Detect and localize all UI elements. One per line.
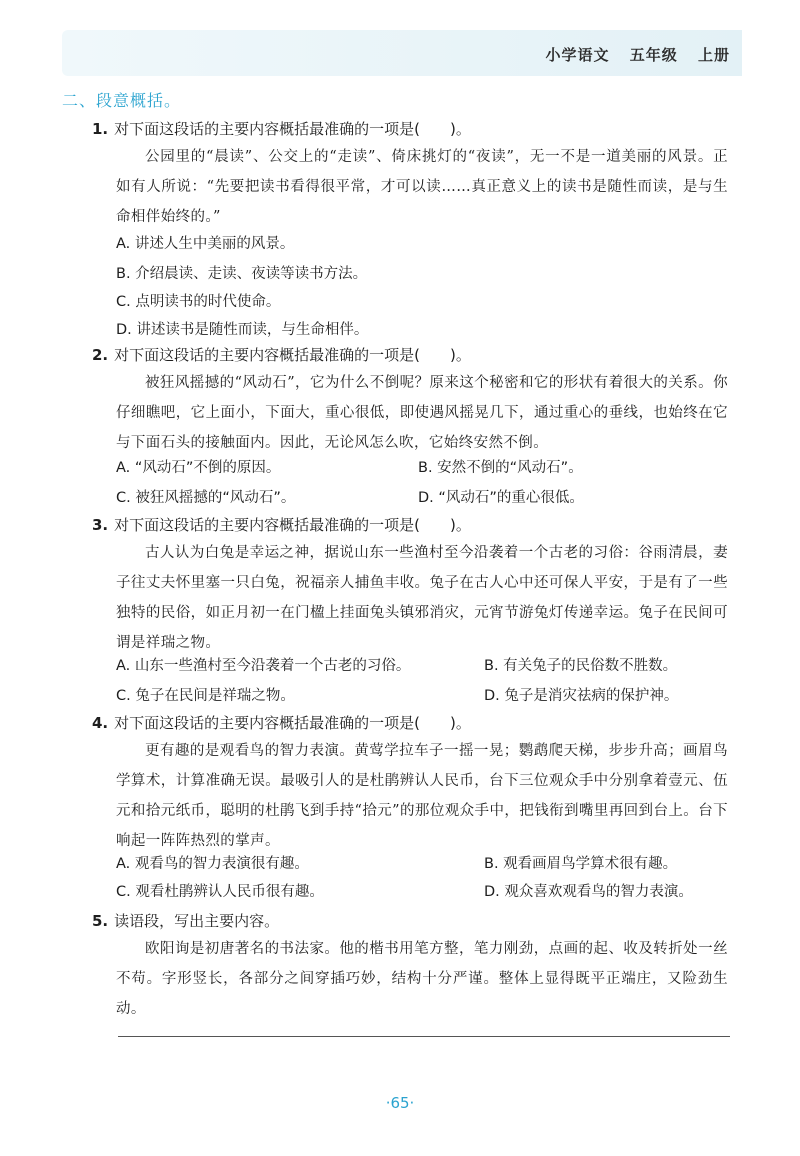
question-1-stem <box>92 118 471 139</box>
question-3-option-a[interactable]: A. 山东一些渔村至今沿袭着一个古老的习俗。 <box>116 658 411 674</box>
question-number: 1. <box>92 120 109 138</box>
question-4-stem <box>92 712 471 733</box>
question-2-passage: 被狂风摇撼的“风动石”，它为什么不倒呢？原来这个秘密和它的形状有着很大的关系。你仔细瞧吧，它上面小，下面大，重心很低，即使遇风摇晃几下，通过重心的垂线，也始终在它与下面石头的接触面内。因此，无论风怎么吹，它始终安然不倒。 <box>116 375 728 451</box>
question-number: 5. <box>92 912 109 930</box>
question-5-stem <box>92 910 279 931</box>
page-number: ·65· <box>385 1094 415 1112</box>
question-2-option-d[interactable]: D. “风动石”的重心很低。 <box>418 490 584 506</box>
question-number: 2. <box>92 346 109 364</box>
answer-line[interactable] <box>118 1036 730 1037</box>
question-2-option-a[interactable]: A. “风动石”不倒的原因。 <box>116 460 281 476</box>
question-3-stem <box>92 514 471 535</box>
question-5-passage: 欧阳询是初唐著名的书法家。他的楷书用笔方整，笔力刚劲，点画的起、收及转折处一丝不苟。字形竖长，各部分之间穿插巧妙，结构十分严谨。整体上显得既平正端庄，又险劲生动。 <box>116 941 728 1017</box>
question-2-option-c[interactable]: C. 被狂风摇撼的“风动石”。 <box>116 490 296 506</box>
question-4-passage: 更有趣的是观看鸟的智力表演。黄莺学拉车子一摇一晃；鹦鹉爬天梯，步步升高；画眉鸟学算术，计算准确无误。最吸引人的是杜鹃辨认人民币，台下三位观众手中分别拿着壹元、伍元和拾元纸币，聪明的杜鹃飞到手持“拾元”的那位观众手中，把钱衔到嘴里再回到台上。台下响起一阵阵热烈的掌声。 <box>116 743 728 849</box>
question-text: 对下面这段话的主要内容概括最准确的一项是( )。 <box>114 120 471 138</box>
question-4-option-c[interactable]: C. 观看杜鹃辨认人民币很有趣。 <box>116 884 324 900</box>
question-number: 4. <box>92 714 109 732</box>
question-1-option-d[interactable]: D. 讲述读书是随性而读，与生命相伴。 <box>116 322 369 338</box>
question-number: 3. <box>92 516 109 534</box>
question-2-stem <box>92 344 471 365</box>
question-1-option-b[interactable]: B. 介绍晨读、走读、夜读等读书方法。 <box>116 266 368 282</box>
question-4-option-a[interactable]: A. 观看鸟的智力表演很有趣。 <box>116 856 309 872</box>
question-4-option-b[interactable]: B. 观看画眉鸟学算术很有趣。 <box>484 856 678 872</box>
question-3-passage: 古人认为白兔是幸运之神，据说山东一些渔村至今沿袭着一个古老的习俗：谷雨清晨，妻子往丈夫怀里塞一只白兔，祝福亲人捕鱼丰收。兔子在古人心中还可保人平安，于是有了一些独特的民俗，如正月初一在门楹上挂面兔头镇邪消灾，元宵节游兔灯传递幸运。兔子在民间可谓是祥瑞之物。 <box>116 545 728 651</box>
question-text: 读语段，写出主要内容。 <box>114 912 280 930</box>
question-3-option-c[interactable]: C. 兔子在民间是祥瑞之物。 <box>116 688 295 704</box>
question-text: 对下面这段话的主要内容概括最准确的一项是( )。 <box>114 516 471 534</box>
question-1-option-c[interactable]: C. 点明读书的时代使命。 <box>116 294 281 310</box>
question-4-option-d[interactable]: D. 观众喜欢观看鸟的智力表演。 <box>484 884 693 900</box>
question-1-option-a[interactable]: A. 讲述人生中美丽的风景。 <box>116 236 295 252</box>
section-title: 二、段意概括。 <box>62 91 182 110</box>
question-2-option-b[interactable]: B. 安然不倒的“风动石”。 <box>418 460 583 476</box>
question-3-option-b[interactable]: B. 有关兔子的民俗数不胜数。 <box>484 658 678 674</box>
question-3-option-d[interactable]: D. 兔子是消灾祛病的保护神。 <box>484 688 679 704</box>
question-text: 对下面这段话的主要内容概括最准确的一项是( )。 <box>114 346 471 364</box>
question-text: 对下面这段话的主要内容概括最准确的一项是( )。 <box>114 714 471 732</box>
book-title: 小学语文 五年级 上册 <box>545 46 730 64</box>
question-1-passage: 公园里的“晨读”、公交上的“走读”、倚床挑灯的“夜读”，无一不是一道美丽的风景。正如有人所说：“先要把读书看得很平常，才可以读……真正意义上的读书是随性而读，是与生命相伴始终的。” <box>116 149 728 225</box>
